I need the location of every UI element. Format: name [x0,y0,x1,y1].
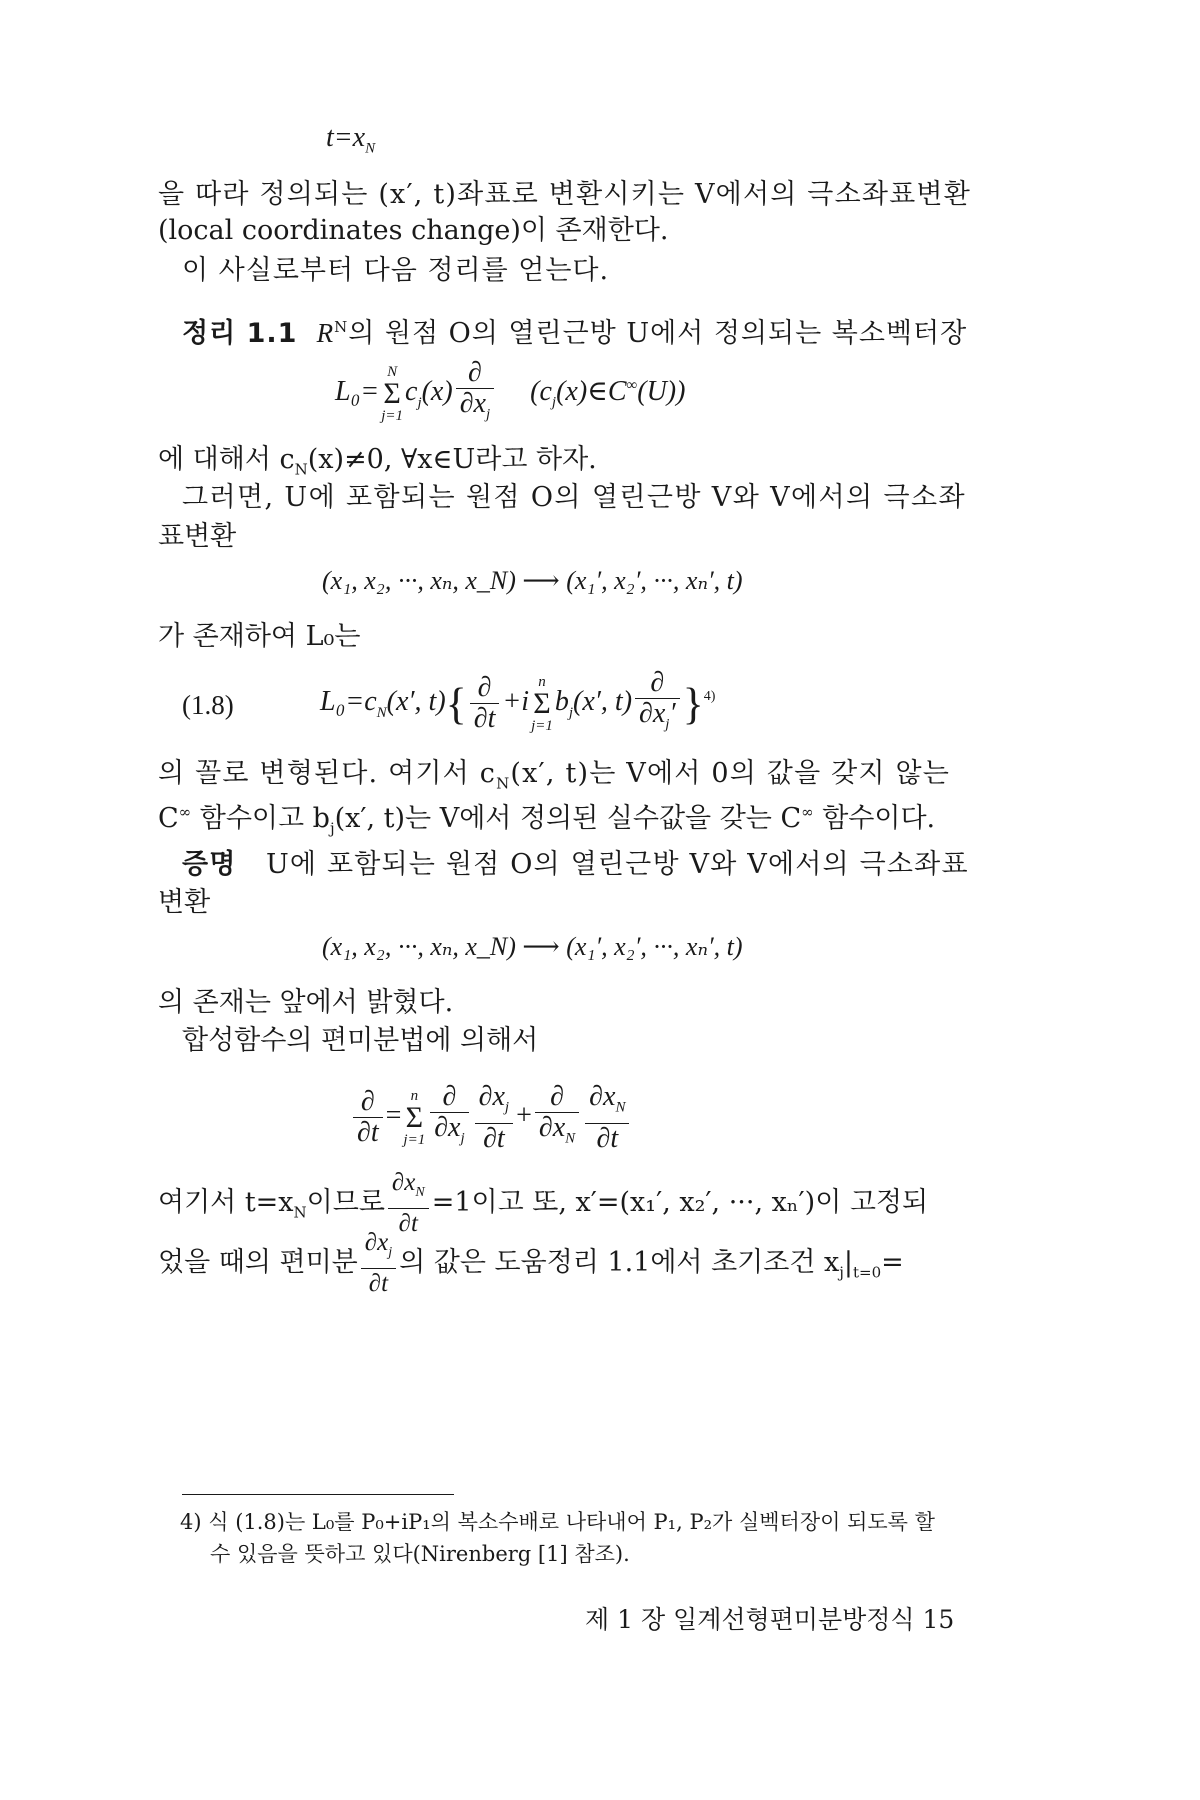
equation-t-equals-xn: $t=x_N$ [326,122,376,157]
paragraph-line: 이 사실로부터 다음 정리를 얻는다. [182,255,610,286]
theorem-label: 정리 1.1 [182,318,298,349]
theorem-sup-base: R [316,318,335,348]
footnote-line: 4) 식 (1.8)는 L₀를 P₀+iP₁의 복소수배로 나타내어 P₁, P₂가 실벡터장이 되도록 할 [180,1510,935,1534]
page-footer: 제 1 장 일계선형편미분방정식 15 [585,1605,955,1634]
equation-chain-rule: $\frac{\partial}{\partial t}$ = n Σ j=1 $\frac{\partial}{\partial x_j}$ $\frac{\partial x_j}{\partial t}$ + $\frac{\partial}{\partial x_N}$ $\frac{\partial x_N}{\partial t}$ [350,1082,632,1154]
paragraph-line: 었을 때의 편미분 $\frac{\partial x_j}{\partial t}$ 의 값은 도움정리 1.1에서 초기조건 $x_j|_{t=0}=$ [158,1229,904,1297]
proof-line: 증명 U에 포함되는 원점 O의 열린근방 V와 V에서의 극소좌표 [182,849,969,880]
paragraph-line: 에 대해서 $c_N(x)\ne 0$, ∀x∈U라고 하자. [158,444,597,479]
paragraph-line: 가 존재하여 L₀는 [158,621,361,652]
paragraph-line: 의 존재는 앞에서 밝혔다. [158,987,454,1018]
equation-coordinate-change: (x₁, x₂, ···, xₙ, x_N) ⟶ (x₁′, x₂′, ···, xₙ′, t) [322,566,743,595]
footnote-line: 수 있음을 뜻하고 있다(Nirenberg [1] 참조). [210,1542,630,1566]
equation-number: (1.8) [182,690,234,720]
paragraph-line: 여기서 $t=x_N$이므로 $\frac{\partial x_N}{\partial t}$ =1이고 또, x′=(x₁′, x₂′, ···, xₙ′)이 고정되 [158,1169,929,1237]
footnote-marker: 4) [703,688,716,704]
equation-1-8: $L_0=c_N(x'$, t){ $\frac{\partial}{\partial t}$ +i n Σ j=1 $b_j(x'$, t) $\frac{\partial}{\partial x_j'}$ }$^{4)}$ [320,667,716,735]
equation-coordinate-change-2: (x₁, x₂, ···, xₙ, x_N) ⟶ (x₁′, x₂′, ···, xₙ′, t) [322,932,743,961]
footnote-rule [182,1494,454,1495]
theorem-superscript: N [334,318,349,336]
theorem-line [182,310,967,351]
paragraph-line: 합성함수의 편미분법에 의해서 [182,1025,539,1056]
proof-label: 증명 [182,849,237,880]
equation-l0-definition: L₀= N Σ j=1 $c_j(x)$ $\frac{\partial}{\partial x_j}$ $(c_j(x)\in C^\infty(U))$ [335,357,686,424]
theorem-text: 의 원점 O의 열린근방 U에서 정의되는 복소벡터장 [348,318,968,349]
paragraph-line: 의 꼴로 변형된다. 여기서 $c_N(x'$, t)는 V에서 0의 값을 갖지 않는 [158,758,951,793]
paragraph-line: 표변환 [158,521,237,552]
paragraph-line: C∞ 함수이고 $b_j(x'$, t)는 V에서 정의된 실수값을 갖는 C∞ 함수이다. [158,803,936,838]
paragraph-line: (local coordinates change)이 존재한다. [158,215,669,246]
paragraph-line: 을 따라 정의되는 (x′, t)좌표로 변환시키는 V에서의 극소좌표변환 [158,179,972,210]
paragraph-line: 변환 [158,887,211,918]
paragraph-line: 그러면, U에 포함되는 원점 O의 열린근방 V와 V에서의 극소좌 [182,482,966,513]
